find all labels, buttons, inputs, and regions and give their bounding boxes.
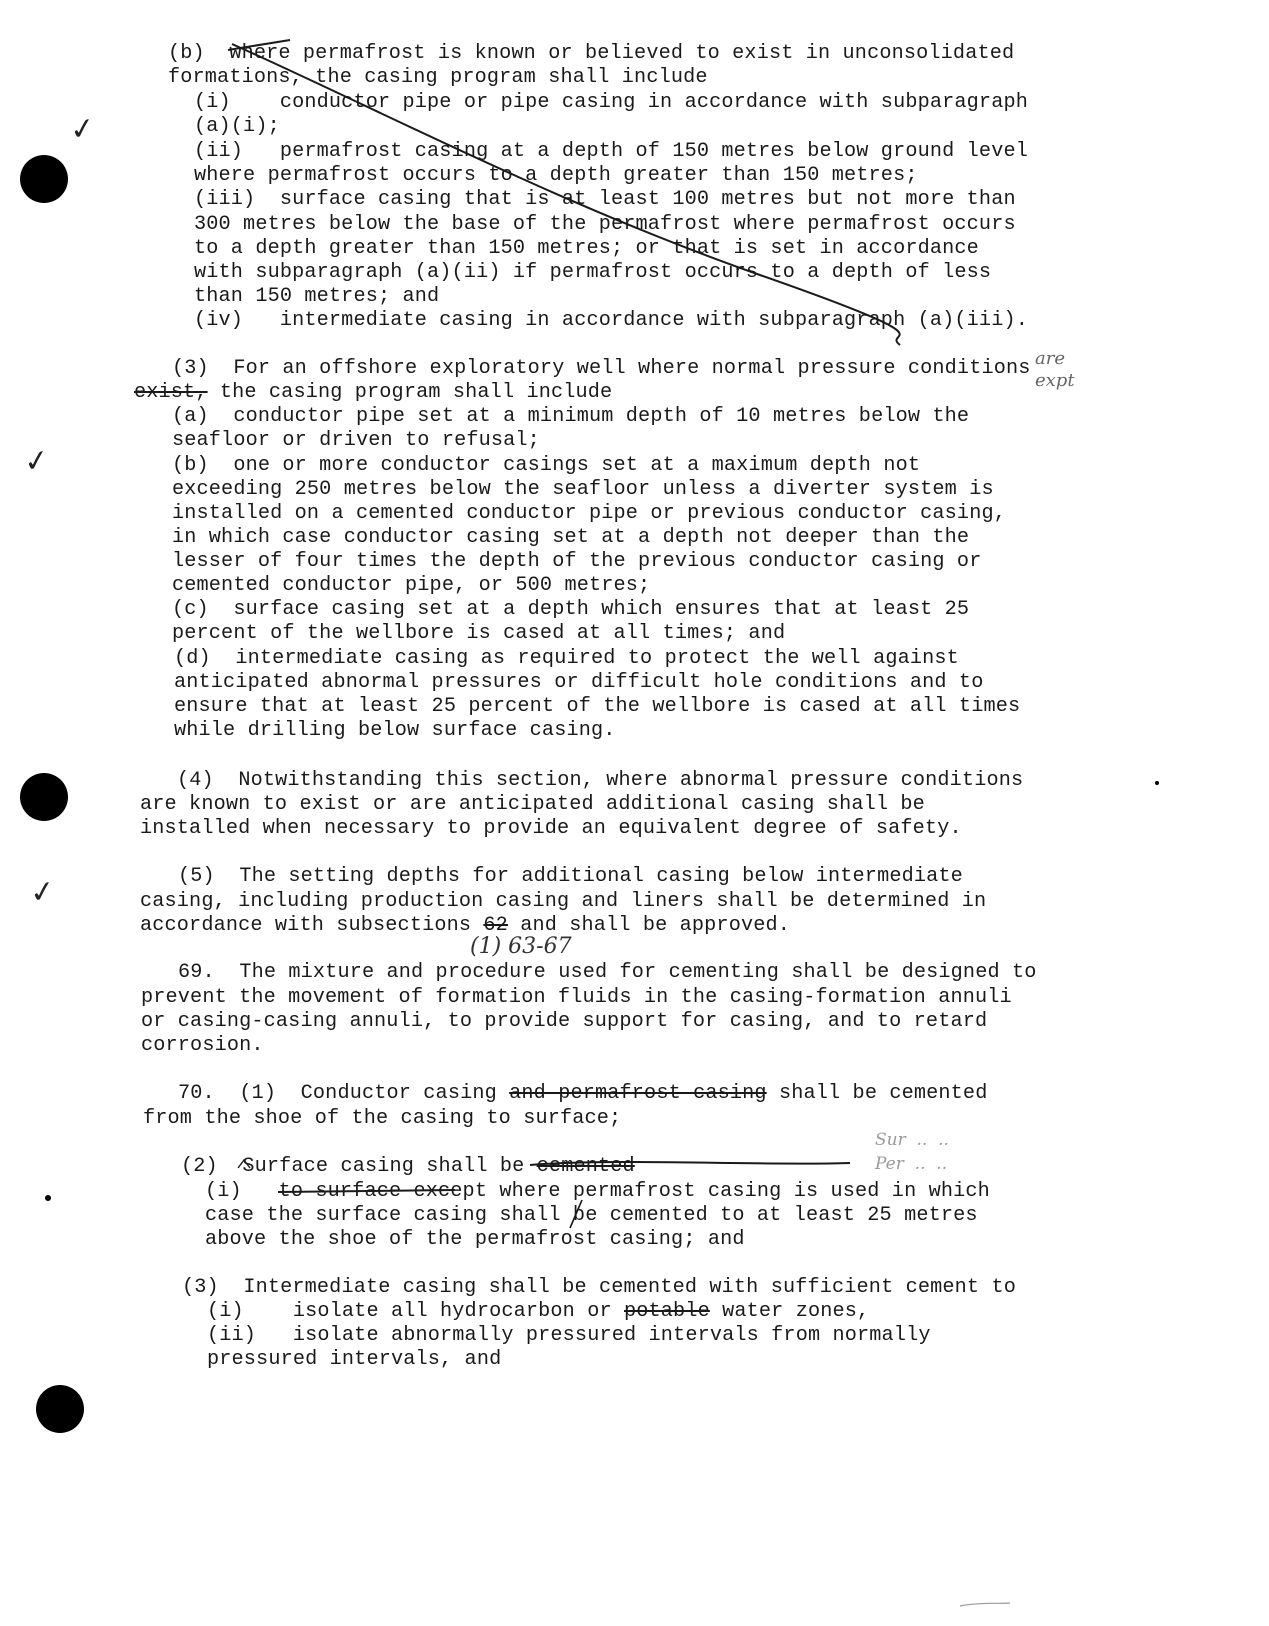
text-line: case the surface casing shall be cemented to at least 25 metres <box>205 1204 978 1227</box>
text-line: (b) where permafrost is known or believed to exist in unconsolidated <box>168 42 1015 65</box>
margin-note: Sur .. .. Per .. .. <box>875 1130 949 1174</box>
text-line <box>181 1154 635 1179</box>
text-span: (2) Surface casing shall be <box>181 1155 537 1178</box>
text-line: (iv) intermediate casing in accordance with subparagraph (a)(iii). <box>194 309 1028 332</box>
text-line: cemented conductor pipe, or 500 metres; <box>172 574 651 597</box>
text-line: (a)(i); <box>194 115 280 138</box>
text-span: and shall be approved. <box>507 914 791 937</box>
text-line <box>178 1081 987 1106</box>
text-line: where permafrost occurs to a depth greater than 150 metres; <box>194 164 918 187</box>
text-span: water zones, <box>709 1300 870 1323</box>
text-line: installed when necessary to provide an equivalent degree of safety. <box>140 817 962 840</box>
text-line: or casing-casing annuli, to provide support for casing, and to retard <box>141 1010 988 1033</box>
text-span: (i) isolate all hydrocarbon or <box>207 1300 624 1323</box>
text-line <box>207 1299 869 1324</box>
text-line: casing, including production casing and liners shall be determined in <box>140 890 987 913</box>
text-line: (i) conductor pipe or pipe casing in accordance with subparagraph <box>194 91 1028 114</box>
text-line: than 150 metres; and <box>194 285 440 308</box>
text-line: (d) intermediate casing as required to protect the well against <box>174 647 959 670</box>
text-line: while drilling below surface casing. <box>174 719 616 742</box>
struck-text: cemented <box>536 1155 635 1178</box>
text-line: percent of the wellbore is cased at all times; and <box>172 622 786 645</box>
check-mark-icon: ✓ <box>67 110 98 149</box>
text-line: with subparagraph (a)(ii) if permafrost occurs to a depth of less <box>194 261 992 284</box>
text-line: installed on a cemented conductor pipe or previous conductor casing, <box>172 502 1006 525</box>
stray-dot-right <box>1155 781 1159 785</box>
text-line: (ii) permafrost casing at a depth of 150 metres below ground level <box>194 140 1028 163</box>
text-line: anticipated abnormal pressures or difficult hole conditions and to <box>174 671 984 694</box>
text-line: 69. The mixture and procedure used for cementing shall be designed to <box>178 961 1037 984</box>
struck-text: 62 <box>483 914 508 937</box>
struck-text: exist, <box>134 381 208 404</box>
text-line: formations, the casing program shall include <box>168 66 708 89</box>
text-line <box>134 380 612 405</box>
text-line: in which case conductor casing set at a depth not deeper than the <box>172 526 970 549</box>
punch-hole-top <box>20 155 68 203</box>
text-line: from the shoe of the casing to surface; <box>143 1107 622 1130</box>
text-line: pressured intervals, and <box>207 1348 502 1371</box>
text-line: (b) one or more conductor casings set at a maximum depth not <box>172 454 921 477</box>
stray-dot <box>45 1195 51 1201</box>
punch-hole-bottom <box>36 1385 84 1433</box>
text-line: prevent the movement of formation fluids in the casing-formation annuli <box>141 986 1012 1009</box>
text-line: are known to exist or are anticipated additional casing shall be <box>140 793 925 816</box>
struck-text: and permafrost casing <box>509 1082 767 1105</box>
text-line: (5) The setting depths for additional casing below intermediate <box>178 865 963 888</box>
text-span: accordance with subsections <box>140 914 484 937</box>
text-line <box>140 913 790 938</box>
handwritten-insertion: (1) 63-67 <box>470 934 572 959</box>
text-line: (a) conductor pipe set at a minimum depth of 10 metres below the <box>172 405 970 428</box>
text-line: ensure that at least 25 percent of the wellbore is cased at all times <box>174 695 1021 718</box>
text-line: lesser of four times the depth of the previous conductor casing or <box>172 550 982 573</box>
text-line: (3) For an offshore exploratory well where normal pressure conditions <box>172 357 1031 380</box>
text-line: corrosion. <box>141 1034 264 1057</box>
check-mark-icon: ✓ <box>21 442 52 481</box>
text-line: (3) Intermediate casing shall be cemented with sufficient cement to <box>182 1276 1016 1299</box>
punch-hole-middle <box>20 773 68 821</box>
struck-text: potable <box>624 1300 710 1323</box>
text-line: (iii) surface casing that is at least 100 metres but not more than <box>194 188 1016 211</box>
text-span: the casing program shall include <box>207 381 613 404</box>
text-span: shall be cemented <box>766 1082 988 1105</box>
text-line: to a depth greater than 150 metres; or that is set in accordance <box>194 237 979 260</box>
text-line: (c) surface casing set at a depth which ensures that at least 25 <box>172 598 970 621</box>
text-span: 70. (1) Conductor casing <box>178 1082 510 1105</box>
text-line: above the shoe of the permafrost casing; and <box>205 1228 745 1251</box>
margin-note: are expt <box>1035 348 1075 391</box>
text-line: seafloor or driven to refusal; <box>172 429 540 452</box>
text-line: exceeding 250 metres below the seafloor unless a diverter system is <box>172 478 994 501</box>
text-line: 300 metres below the base of the permafrost where permafrost occurs <box>194 213 1016 236</box>
text-line: (4) Notwithstanding this section, where abnormal pressure conditions <box>177 769 1024 792</box>
text-line: (i) to surface except where permafrost casing is used in which <box>205 1180 990 1203</box>
text-line: (ii) isolate abnormally pressured intervals from normally <box>207 1324 931 1347</box>
check-mark-icon: ✓ <box>27 873 58 912</box>
